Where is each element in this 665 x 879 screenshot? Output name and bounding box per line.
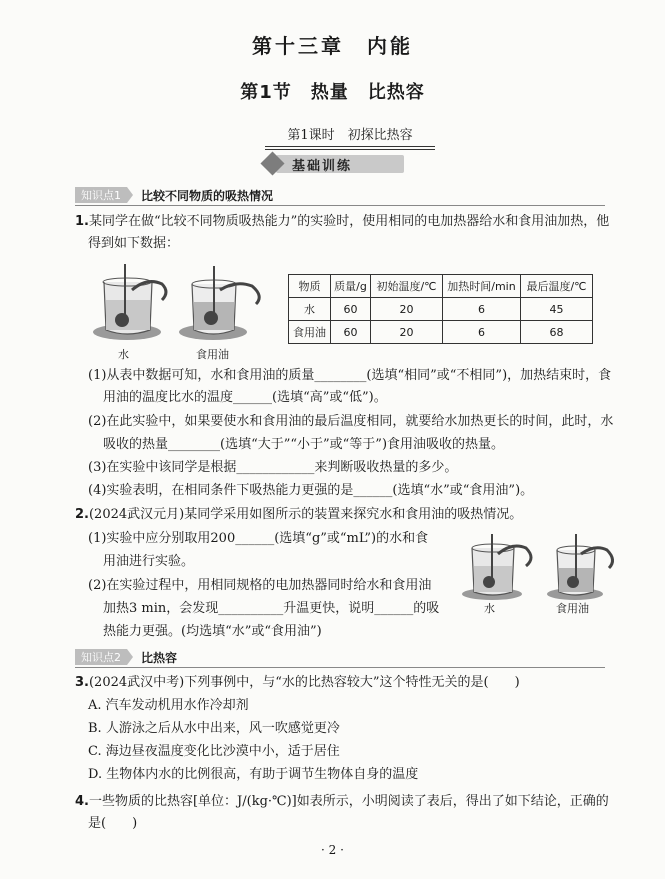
question-number: 3. bbox=[75, 675, 89, 690]
lesson-title: 第1课时 初探比热容 bbox=[265, 124, 435, 147]
question-text: 一些物质的比热容[单位：J/(kg·℃)]如表所示，小明阅读了表后，得出了如下结论，正确的 bbox=[88, 794, 609, 809]
oil-beaker-figure bbox=[178, 262, 268, 344]
chapter-title: 第十三章 内能 bbox=[252, 34, 413, 58]
table-header: 最后温度/℃ bbox=[521, 275, 593, 298]
table-cell: 68 bbox=[521, 321, 593, 344]
question-4-stem bbox=[75, 793, 609, 811]
section-title: 第1节 热量 比热容 bbox=[240, 82, 425, 103]
knowledge-point-title: 比热容 bbox=[141, 650, 178, 665]
question-1-stem-cont: 得到如下数据： bbox=[88, 236, 180, 251]
page-number: · 2 · bbox=[321, 843, 344, 857]
table-header: 质量/g bbox=[331, 275, 371, 298]
question-2-stem bbox=[75, 506, 522, 524]
table-row bbox=[289, 298, 593, 321]
option-c: C. 海边昼夜温度变化比沙漠中小，适于居住 bbox=[88, 744, 340, 759]
figure-caption-oil-2: 食用油 bbox=[556, 602, 589, 615]
option-d: D. 生物体内水的比例很高，有助于调节生物体自身的温度 bbox=[88, 767, 419, 782]
table-cell: 20 bbox=[371, 321, 443, 344]
table-cell: 食用油 bbox=[289, 321, 331, 344]
question-number: 4. bbox=[75, 794, 89, 809]
section-banner bbox=[262, 152, 414, 176]
question-number: 1. bbox=[75, 214, 89, 229]
question-text: 某同学在做“比较不同物质吸热能力”的实验时，使用相同的电加热器给水和食用油加热，他 bbox=[88, 214, 610, 229]
table-header: 物质 bbox=[289, 275, 331, 298]
experiment-data-table bbox=[288, 274, 593, 344]
banner-label: 基础训练 bbox=[292, 159, 353, 174]
question-2-part-2: (2)在实验过程中，用相同规格的电加热器同时给水和食用油 bbox=[88, 578, 432, 593]
question-number: 2. bbox=[75, 507, 89, 522]
table-row bbox=[289, 321, 593, 344]
option-b: B. 人游泳之后从水中出来，风一吹感觉更冷 bbox=[88, 721, 340, 736]
knowledge-point-1 bbox=[75, 186, 605, 204]
oil-beaker-figure-2 bbox=[545, 532, 625, 604]
divider bbox=[75, 667, 605, 668]
question-1-stem bbox=[75, 213, 609, 231]
knowledge-point-tag: 知识点1 bbox=[75, 187, 127, 203]
question-1-part-3: (3)在实验中该同学是根据____________来判断吸收热量的多少。 bbox=[88, 460, 458, 475]
question-2-part-2-cont2: 热能力更强。(均选填“水”或“食用油”) bbox=[103, 624, 322, 639]
question-text: (2024武汉元月)某同学采用如图所示的装置来探究水和食用油的吸热情况。 bbox=[88, 507, 523, 522]
table-header: 初始温度/℃ bbox=[371, 275, 443, 298]
figure-caption-oil: 食用油 bbox=[196, 348, 229, 361]
question-1-part-2: (2)在此实验中，如果要使水和食用油的最后温度相同，就要给水加热更长的时间，此时，水 bbox=[88, 414, 614, 429]
question-1-part-1-cont: 用油的温度比水的温度______(选填“高”或“低”)。 bbox=[103, 390, 387, 405]
question-2-part-1: (1)实验中应分别取用200______(选填“g”或“mL”)的水和食 bbox=[88, 531, 429, 546]
divider bbox=[75, 205, 605, 206]
question-text: (2024武汉中考)下列事例中，与“水的比热容较大”这个特性无关的是( ) bbox=[88, 675, 520, 690]
table-cell: 6 bbox=[443, 298, 521, 321]
table-cell: 20 bbox=[371, 298, 443, 321]
question-4-stem-cont: 是( ) bbox=[88, 816, 138, 831]
question-1-part-1: (1)从表中数据可知，水和食用油的质量________(选填“相同”或“不相同”)，加热结束时，食 bbox=[88, 368, 612, 383]
table-header-row bbox=[289, 275, 593, 298]
water-beaker-figure bbox=[92, 262, 177, 344]
figure-caption-water: 水 bbox=[118, 348, 129, 361]
table-header: 加热时间/min bbox=[443, 275, 521, 298]
question-2-part-2-cont: 加热3 min，会发现__________升温更快，说明______的吸 bbox=[103, 601, 440, 616]
question-3-stem bbox=[75, 674, 520, 692]
knowledge-point-tag: 知识点2 bbox=[75, 649, 127, 665]
option-a: A. 汽车发动机用水作冷却剂 bbox=[88, 698, 249, 713]
table-cell: 水 bbox=[289, 298, 331, 321]
question-2-part-1-cont: 用油进行实验。 bbox=[103, 554, 195, 569]
table-cell: 60 bbox=[331, 298, 371, 321]
table-cell: 6 bbox=[443, 321, 521, 344]
question-1-part-2-cont: 吸收的热量________(选填“大于”“小于”或“等于”)食用油吸收的热量。 bbox=[103, 437, 505, 452]
water-beaker-figure-2 bbox=[460, 532, 545, 604]
table-cell: 45 bbox=[521, 298, 593, 321]
knowledge-point-title: 比较不同物质的吸热情况 bbox=[141, 188, 274, 203]
question-1-part-4: (4)实验表明，在相同条件下吸热能力更强的是______(选填“水”或“食用油”)。 bbox=[88, 483, 534, 498]
figure-caption-water-2: 水 bbox=[484, 602, 495, 615]
table-cell: 60 bbox=[331, 321, 371, 344]
knowledge-point-2 bbox=[75, 648, 605, 666]
